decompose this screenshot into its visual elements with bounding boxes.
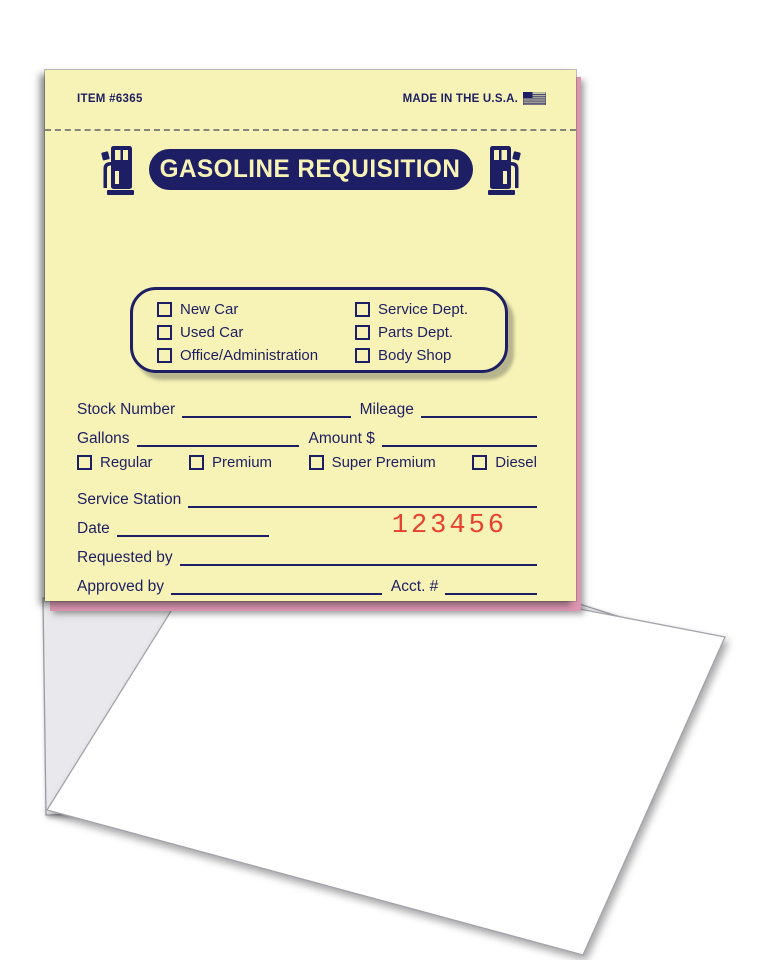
department-options-panel <box>130 287 508 373</box>
title-row <box>45 142 576 197</box>
checkbox-label: New Car <box>180 301 239 318</box>
row-requested-by <box>77 538 537 567</box>
account-label: Acct. # <box>390 578 439 595</box>
form-fields <box>77 390 537 596</box>
checkbox-option-office-administration[interactable] <box>157 344 355 367</box>
requested-by-label: Requested by <box>77 549 173 566</box>
mileage-label: Mileage <box>359 401 414 418</box>
perforation-line <box>45 129 576 131</box>
us-flag-icon <box>523 92 546 105</box>
checkbox-label: Service Dept. <box>378 301 469 318</box>
checkbox-icon[interactable] <box>189 455 204 470</box>
form-title: GASOLINE REQUISITION <box>160 155 461 183</box>
date-blank-line[interactable] <box>117 531 269 537</box>
gas-pump-icon <box>484 142 521 197</box>
service-station-label: Service Station <box>77 491 182 508</box>
checkbox-label: Body Shop <box>378 347 452 364</box>
amount-blank-line[interactable] <box>382 441 537 447</box>
checkbox-icon[interactable] <box>157 302 172 317</box>
row-gallons-amount <box>77 419 537 448</box>
checkbox-label: Office/Administration <box>180 347 319 364</box>
checkbox-option-premium[interactable] <box>189 451 272 474</box>
gasoline-requisition-form <box>45 70 576 601</box>
checkbox-icon[interactable] <box>309 455 324 470</box>
account-blank-line[interactable] <box>445 589 537 595</box>
checkbox-label: Regular <box>100 454 153 471</box>
checkbox-option-regular[interactable] <box>77 451 153 474</box>
checkbox-option-super-premium[interactable] <box>309 451 436 474</box>
made-in-usa <box>403 92 546 105</box>
checkbox-label: Diesel <box>495 454 537 471</box>
checkbox-option-new-car[interactable] <box>157 298 355 321</box>
title-banner <box>149 149 473 190</box>
checkbox-label: Parts Dept. <box>378 324 454 341</box>
mileage-blank-line[interactable] <box>421 412 537 418</box>
row-stock-mileage <box>77 390 537 419</box>
checkbox-option-body-shop[interactable] <box>355 344 468 367</box>
checkbox-label: Super Premium <box>331 454 436 471</box>
checkbox-label: Used Car <box>180 324 244 341</box>
stock-number-label: Stock Number <box>77 401 176 418</box>
checkbox-icon[interactable] <box>355 325 370 340</box>
row-date-serial <box>77 509 537 541</box>
requested-by-blank-line[interactable] <box>180 560 537 566</box>
checkbox-label: Premium <box>212 454 273 471</box>
checkbox-option-used-car[interactable] <box>157 321 355 344</box>
made-in-label: MADE IN THE U.S.A. <box>402 92 518 105</box>
gas-pump-icon <box>101 142 138 197</box>
checkbox-option-service-dept[interactable] <box>355 298 468 321</box>
checkbox-icon[interactable] <box>157 325 172 340</box>
item-number: ITEM #6365 <box>77 92 143 105</box>
gallons-label: Gallons <box>77 430 130 447</box>
row-service-station <box>77 480 537 509</box>
checkbox-option-parts-dept[interactable] <box>355 321 468 344</box>
checkbox-icon[interactable] <box>355 348 370 363</box>
gallons-blank-line[interactable] <box>137 441 300 447</box>
amount-label: Amount $ <box>308 430 375 447</box>
approved-by-label: Approved by <box>77 578 165 595</box>
form-header <box>77 92 546 105</box>
checkbox-option-diesel[interactable] <box>472 451 537 474</box>
department-column-right <box>355 298 468 370</box>
row-approved-by <box>77 567 537 596</box>
service-station-blank-line[interactable] <box>188 502 537 508</box>
checkbox-icon[interactable] <box>77 455 92 470</box>
stock-number-blank-line[interactable] <box>182 412 350 418</box>
checkbox-icon[interactable] <box>355 302 370 317</box>
checkbox-icon[interactable] <box>157 348 172 363</box>
department-column-left <box>157 298 355 370</box>
serial-number: 123456 <box>391 511 507 541</box>
date-label: Date <box>77 520 110 537</box>
row-fuel-grade <box>77 448 537 480</box>
approved-by-blank-line[interactable] <box>171 589 382 595</box>
checkbox-icon[interactable] <box>472 455 487 470</box>
